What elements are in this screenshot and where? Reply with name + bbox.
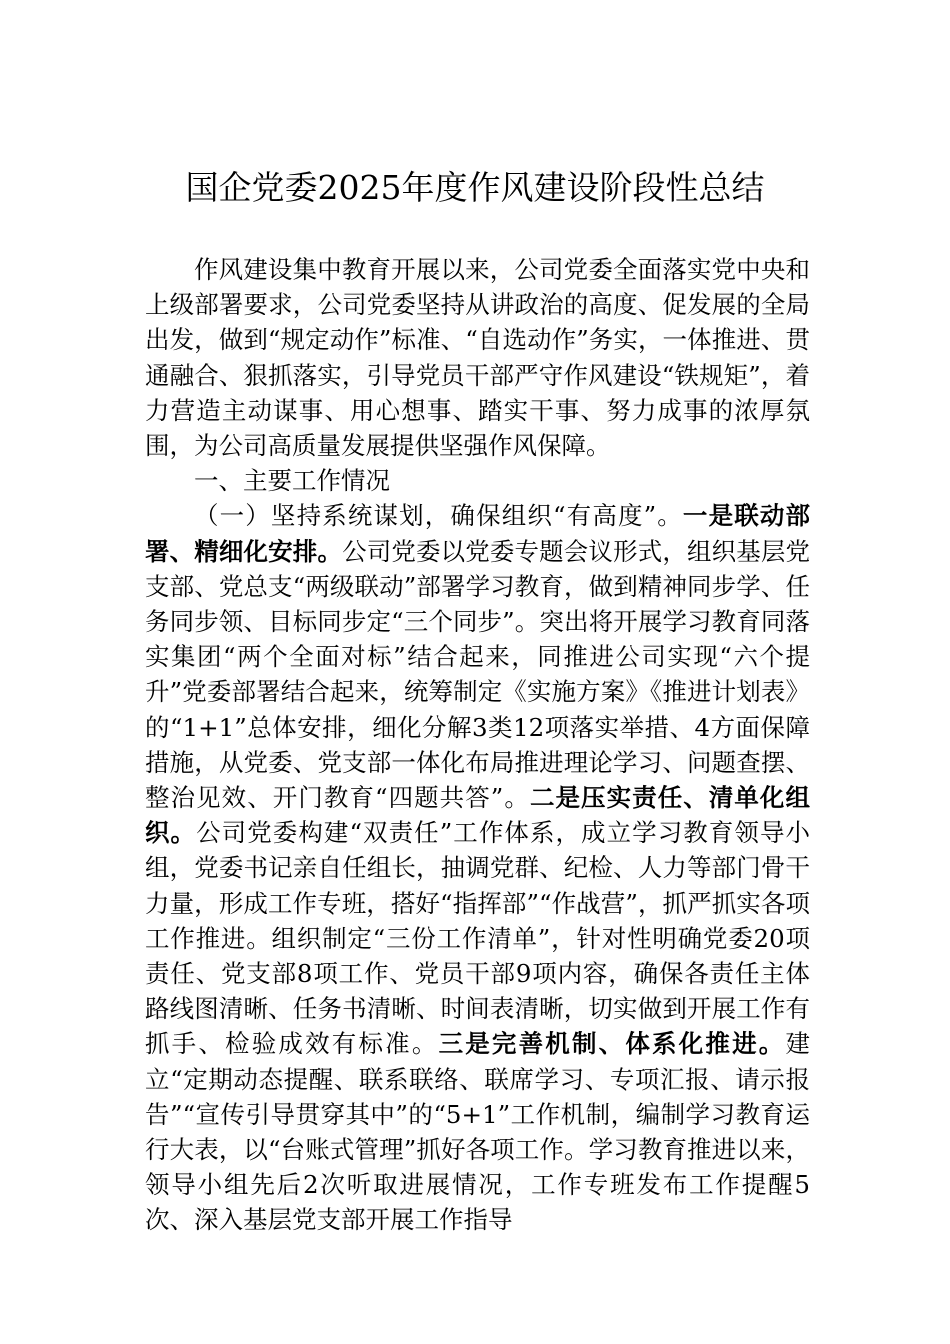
point2-heading: 二是压实责任、清单化组织。 [145,783,810,848]
point3-heading: 三是完善机制、体系化推进。 [438,1029,786,1059]
point3-text: 建立“定期动态提醒、联系联络、联席学习、专项汇报、请示报告”“宣传引导贯穿其中”的“5+1”工作机制，编制学习教育运行大表，以“台账式管理”抓好各项工作。学习教育推进以来，领导小组先后2次听取进展情况，工作专班发布工作提醒5次、深入基层党支部开展工作指导 [145,1029,810,1235]
intro-paragraph: 作风建设集中教育开展以来，公司党委全面落实党中央和上级部署要求，公司党委坚持从讲政治的高度、促发展的全局出发，做到“规定动作”标准、“自选动作”务实，一体推进、贯通融合、狠抓落实，引导党员干部严守作风建设“铁规矩”，着力营造主动谋事、用心想事、踏实干事、努力成事的浓厚氛围，为公司高质量发展提供坚强作风保障。 [145,255,810,461]
point1-heading: 一是联动部署、精细化安排。 [145,501,810,566]
section-heading: 一、主要工作情况 [194,466,390,496]
point1-text: 公司党委以党委专题会议形式，组织基层党支部、党总支“两级联动”部署学习教育，做到精神同步学、任务同步领、目标同步定“三个同步”。突出将开展学习教育同落实集团“两个全面对标”结合起来，同推进公司实现“六个提升”党委部署结合起来，统筹制定《实施方案》《推进计划表》的“1+1”总体安排，细化分解3类12项落实举措、4方面保障措施，从党委、党支部一体化布局推进理论学习、问题查摆、整治见效、开门教育“四题共答”。 [145,536,810,813]
point2-text: 公司党委构建“双责任”工作体系，成立学习教育领导小组，党委书记亲自任组长，抽调党群、纪检、人力等部门骨干力量，形成工作专班，搭好“指挥部”“作战营”，抓严抓实各项工作推进。组织制定“三份工作清单”，针对性明确党委20项责任、党支部8项工作、党员干部9项内容，确保各责任主体路线图清晰、任务书清晰、时间表清晰，切实做到开展工作有抓手、检验成效有标准。 [145,818,810,1059]
subsection-lead: （一）坚持系统谋划，确保组织“有高度”。 [194,501,683,531]
work-paragraph [145,498,810,1237]
document-body [145,252,810,1238]
document-title: 国企党委2025年度作风建设阶段性总结 [185,168,765,207]
